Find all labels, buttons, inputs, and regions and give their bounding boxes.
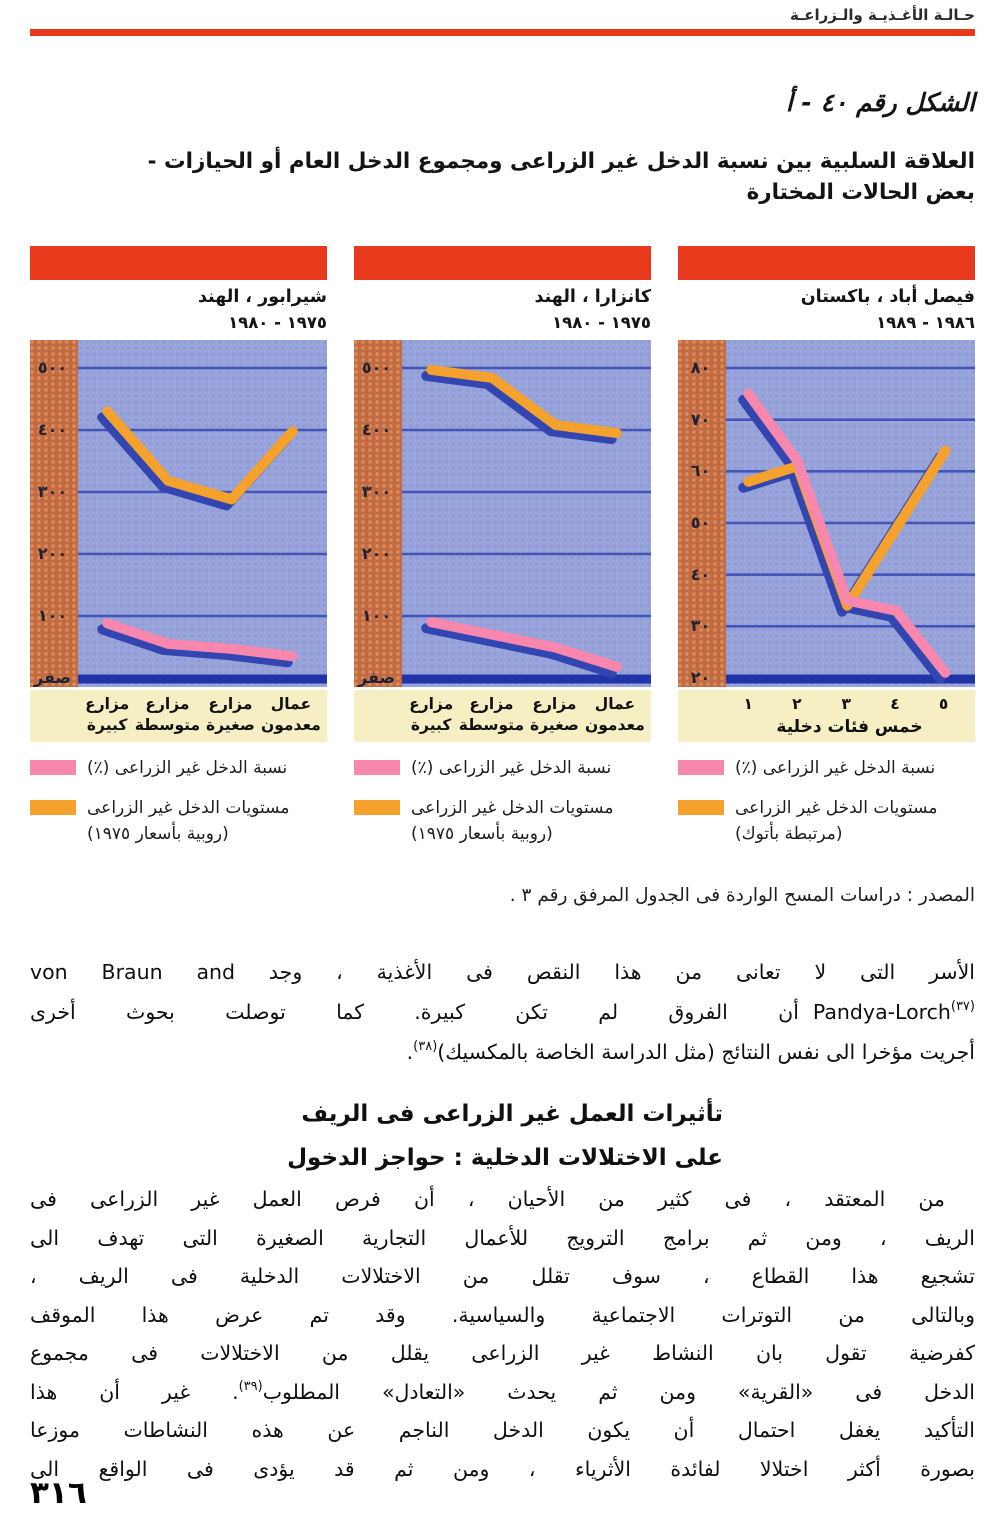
series-line-pink xyxy=(748,394,945,673)
series-line-orange xyxy=(748,451,945,606)
legend-swatch-pink xyxy=(354,760,400,775)
paragraph1-line3 xyxy=(30,1032,975,1072)
x-category-label: ٣ xyxy=(841,695,852,713)
paragraph2 xyxy=(30,1180,975,1488)
legend xyxy=(30,755,327,847)
legend-swatch-pink xyxy=(678,760,724,775)
legend-row-share xyxy=(678,755,975,781)
chart-head xyxy=(678,285,975,335)
footnote-ref-37: (٣٧) xyxy=(950,999,975,1014)
figure-label: الشكل رقم ٤٠ - أ xyxy=(785,88,975,117)
latin-citation: Pandya-Lorch$^{(٣٧)}$ xyxy=(812,999,975,1024)
y-tick-label: ٢٠ xyxy=(690,668,711,687)
y-tick-label: ٤٠ xyxy=(690,564,711,584)
legend-row-levels xyxy=(30,795,327,847)
legend-swatch-orange xyxy=(354,800,400,815)
paragraph2-line1: من المعتقد ، فى كثير من الأحيان ، أن فرص العمل غير الزراعى فى xyxy=(30,1187,945,1211)
y-tick-label: ١٠٠ xyxy=(361,606,392,625)
chart-plot-svg xyxy=(78,340,327,687)
page-number: ٣١٦ xyxy=(30,1475,87,1511)
legend-label xyxy=(735,795,937,847)
paragraph1-line3-arabic: أجريت مؤخرا الى نفس النتائج (مثل الدراسة الخاصة بالمكسيك) xyxy=(437,1040,975,1064)
legend-label-line1: مستويات الدخل غير الزراعى xyxy=(87,798,290,818)
x-labels xyxy=(78,694,325,742)
section-heading xyxy=(30,1092,723,1180)
series-shadow-pink xyxy=(426,628,611,673)
y-tick-label: ٣٠٠ xyxy=(37,482,68,501)
plot-canvas xyxy=(726,340,975,687)
legend-row-levels xyxy=(678,795,975,847)
legend xyxy=(678,755,975,847)
x-category-label: مزارع صغيرة xyxy=(205,695,255,734)
legend-label: نسبة الدخل غير الزراعى (٪) xyxy=(411,758,612,778)
chart-period: ١٩٧٥ - ١٩٨٠ xyxy=(228,313,327,332)
charts-row xyxy=(30,246,975,847)
y-tick-label: ٧٠ xyxy=(690,409,711,429)
legend-row-levels xyxy=(354,795,651,847)
paragraph2-line2: الريف ، ومن ثم برامج الترويج للأعمال التجارية الصغيرة التى تهدف الى xyxy=(30,1225,975,1250)
x-category-label: ٥ xyxy=(938,695,949,713)
legend-label-line2: (روبية بأسعار ١٩٧٥) xyxy=(411,824,553,844)
chart-header-bar xyxy=(30,246,327,280)
paragraph2-line6 xyxy=(30,1373,975,1412)
y-tick-label: ٦٠ xyxy=(690,461,711,481)
legend-label: نسبة الدخل غير الزراعى (٪) xyxy=(87,758,288,778)
y-tick-label: ٥٠٠ xyxy=(361,358,392,377)
x-axis-strip xyxy=(30,690,327,742)
series-line-pink xyxy=(431,622,616,667)
x-category-label: ١ xyxy=(743,695,753,713)
paragraph1-line2-arabic: أن الفروق لم تكن كبيرة. كما توصلت بحوث أخرى xyxy=(30,1000,799,1024)
x-axis-strip xyxy=(678,690,975,742)
plot-area xyxy=(30,340,327,687)
x-category-label: عمال معدمون xyxy=(260,695,321,734)
paragraph2-line4: وبالتالى من التوترات الاجتماعية والسياسية. وقد تم عرض هذا الموقف xyxy=(30,1302,975,1327)
x-category-label: مزارع كبيرة xyxy=(85,695,130,734)
plot-canvas xyxy=(402,340,651,687)
y-tick-label: ٥٠٠ xyxy=(37,358,68,377)
chart-panel-shirapur xyxy=(30,246,327,847)
x-category-label: ٤ xyxy=(890,695,900,713)
x-labels xyxy=(402,694,649,742)
x-category-label: مزارع متوسطة xyxy=(458,695,525,734)
chart-panel-faisalabad xyxy=(678,246,975,847)
plot-area xyxy=(354,340,651,687)
y-tick-label: ٤٠٠ xyxy=(37,420,68,439)
paragraph1-line2 xyxy=(30,992,975,1032)
section-heading-line2: على الاختلالات الدخلية : حواجز الدخول xyxy=(287,1145,723,1171)
paragraph2-line6-b: . غير أن هذا xyxy=(30,1379,239,1404)
chart-head xyxy=(354,285,651,335)
legend-label xyxy=(87,795,289,847)
section-heading-line1: تأثيرات العمل غير الزراعى فى الريف xyxy=(301,1101,723,1127)
x-category-label: مزارع كبيرة xyxy=(409,695,454,734)
paragraph2-line6-a: الدخل فى «القرية» ومن ثم يحدث «التعادل» المطلوب xyxy=(262,1379,975,1404)
chart-title: فيصل أباد ، باكستان xyxy=(800,287,975,307)
chart-title: كانزارا ، الهند xyxy=(534,287,651,307)
y-tick-label: صفر xyxy=(34,668,71,687)
footnote-ref-39: (٣٩) xyxy=(238,1378,263,1394)
legend-label: نسبة الدخل غير الزراعى (٪) xyxy=(735,758,936,778)
paragraph2-line7: التأكيد يغفل احتمال أن يكون الدخل الناجم عن هذه النشاطات موزعا xyxy=(30,1418,975,1442)
x-category-label: عمال معدمون xyxy=(584,695,645,734)
y-tick-label: ١٠٠ xyxy=(37,606,68,625)
legend-label-line1: مستويات الدخل غير الزراعى xyxy=(411,798,614,818)
chart-plot-svg xyxy=(402,340,651,687)
legend-swatch-orange xyxy=(678,800,724,815)
y-tick-label: ٢٠٠ xyxy=(361,544,392,563)
legend-swatch-orange xyxy=(30,800,76,815)
header-rule xyxy=(30,29,975,36)
plot-area xyxy=(678,340,975,687)
y-axis-strip xyxy=(354,340,402,687)
figure-title-line1: العلاقة السلبية بين نسبة الدخل غير الزراعى ومجموع الدخل العام أو الحيازات - xyxy=(147,149,975,174)
legend-row-share xyxy=(30,755,327,781)
chart-plot-svg xyxy=(726,340,975,687)
chart-header-bar xyxy=(678,246,975,280)
legend-label-line2: (مرتبطة بأتوك) xyxy=(735,824,843,844)
y-axis-strip xyxy=(678,340,726,687)
running-header: حـالـة الأغـذيـة والـزراعـة xyxy=(790,6,975,24)
chart-period: ١٩٧٥ - ١٩٨٠ xyxy=(552,313,651,332)
y-tick-label: ٢٠٠ xyxy=(37,544,68,563)
figure-title-line2: بعض الحالات المختارة xyxy=(746,180,975,205)
chart-period: ١٩٨٦ - ١٩٨٩ xyxy=(876,313,975,332)
body-text xyxy=(30,952,975,1488)
legend xyxy=(354,755,651,847)
chart-head xyxy=(30,285,327,335)
y-tick-label: ٣٠ xyxy=(690,616,711,636)
y-tick-label: ٣٠٠ xyxy=(361,482,392,501)
legend-row-share xyxy=(354,755,651,781)
chart-panel-kanzara xyxy=(354,246,651,847)
legend-label xyxy=(411,795,613,847)
x-axis-strip xyxy=(354,690,651,742)
paragraph1-line3-tail: . xyxy=(406,1040,414,1064)
footnote-ref-38: (٣٨) xyxy=(413,1039,438,1054)
paragraph2-line5: كفرضية تقول بان النشاط غير الزراعى يقلل من الاختلالات فى مجموع xyxy=(30,1341,975,1365)
x-category-label: مزارع متوسطة xyxy=(134,695,201,734)
y-tick-label: ٤٠٠ xyxy=(361,420,392,439)
y-tick-label: ٨٠ xyxy=(690,358,711,377)
figure-source: المصدر : دراسات المسح الواردة فى الجدول المرفق رقم ٣ . xyxy=(509,885,975,906)
legend-label-line1: مستويات الدخل غير الزراعى xyxy=(735,798,938,818)
figure-title xyxy=(30,146,975,208)
x-category-label: مزارع صغيرة xyxy=(529,695,579,734)
chart-header-bar xyxy=(354,246,651,280)
paragraph1-line1: الأسر التى لا تعانى من هذا النقص فى الأغذية ، وجد von Braun and xyxy=(30,960,975,984)
x-axis-caption: خمس فئات دخلية xyxy=(776,717,923,737)
chart-title: شيرابور ، الهند xyxy=(197,287,327,307)
plot-canvas xyxy=(78,340,327,687)
legend-swatch-pink xyxy=(30,760,76,775)
y-tick-label: صفر xyxy=(358,668,395,687)
x-category-label: ٢ xyxy=(792,695,802,713)
y-tick-label: ٥٠ xyxy=(690,513,711,532)
legend-label-line2: (روبية بأسعار ١٩٧٥) xyxy=(87,824,229,844)
y-axis-strip xyxy=(30,340,78,687)
paragraph2-line8: بصورة أكثر اختلالا لفائدة الأثرياء ، ومن ثم قد يؤدى فى الواقع الى xyxy=(30,1456,975,1481)
paragraph2-line3: تشجيع هذا القطاع ، سوف تقلل من الاختلالات الدخلية فى الريف ، xyxy=(30,1264,975,1288)
